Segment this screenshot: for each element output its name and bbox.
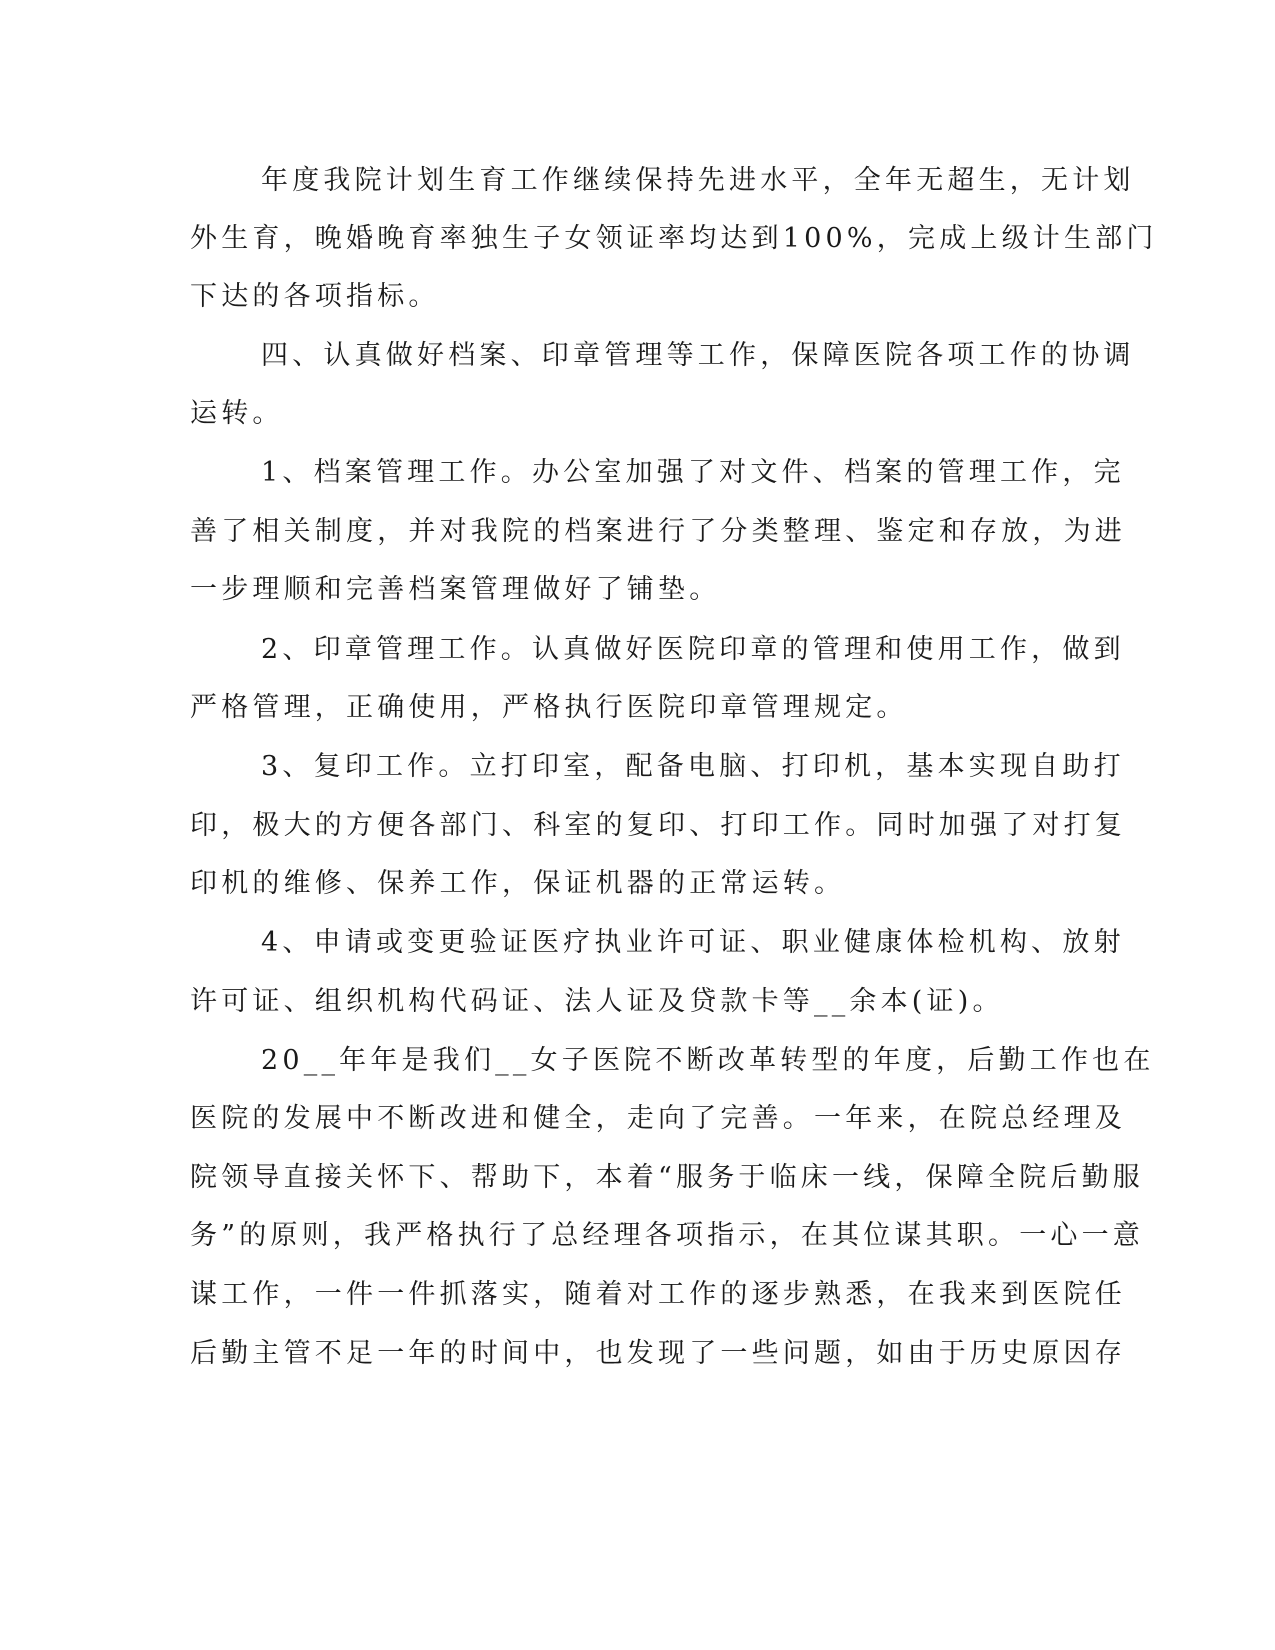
text-line: 印，极大的方便各部门、科室的复印、打印工作。同时加强了对打复 — [190, 810, 1126, 841]
text-line: 严格管理，正确使用，严格执行医院印章管理规定。 — [190, 692, 908, 723]
text-line: 医院的发展中不断改进和健全，走向了完善。一年来，在院总经理及 — [190, 1103, 1126, 1134]
text-line: 谋工作，一件一件抓落实，随着对工作的逐步熟悉，在我来到医院任 — [190, 1279, 1126, 1310]
text-line: 务”的原则，我严格执行了总经理各项指示，在其位谋其职。一心一意 — [190, 1220, 1145, 1251]
text-line: 善了相关制度，并对我院的档案进行了分类整理、鉴定和存放，为进 — [190, 516, 1126, 547]
text-line: 一步理顺和完善档案管理做好了铺垫。 — [190, 574, 721, 605]
text-line: 年度我院计划生育工作继续保持先进水平，全年无超生，无计划 — [261, 165, 1135, 196]
text-line: 外生育，晚婚晚育率独生子女领证率均达到100%，完成上级计生部门 — [190, 223, 1158, 254]
text-line: 1、档案管理工作。办公室加强了对文件、档案的管理工作，完 — [261, 457, 1125, 488]
text-line: 20__年年是我们__女子医院不断改革转型的年度，后勤工作也在 — [261, 1045, 1155, 1076]
section-heading: 运转。 — [190, 398, 284, 429]
text-line: 4、申请或变更验证医疗执业许可证、职业健康体检机构、放射 — [261, 927, 1125, 958]
text-line: 院领导直接关怀下、帮助下，本着“服务于临床一线，保障全院后勤服 — [190, 1162, 1145, 1193]
text-line: 2、印章管理工作。认真做好医院印章的管理和使用工作，做到 — [261, 634, 1125, 665]
text-line: 许可证、组织机构代码证、法人证及贷款卡等__余本(证)。 — [190, 986, 1004, 1017]
section-heading: 四、认真做好档案、印章管理等工作，保障医院各项工作的协调 — [261, 340, 1135, 371]
text-line: 后勤主管不足一年的时间中，也发现了一些问题，如由于历史原因存 — [190, 1338, 1126, 1369]
text-line: 3、复印工作。立打印室，配备电脑、打印机，基本实现自助打 — [261, 751, 1125, 782]
text-line: 印机的维修、保养工作，保证机器的正常运转。 — [190, 868, 846, 899]
text-line: 下达的各项指标。 — [190, 281, 440, 312]
